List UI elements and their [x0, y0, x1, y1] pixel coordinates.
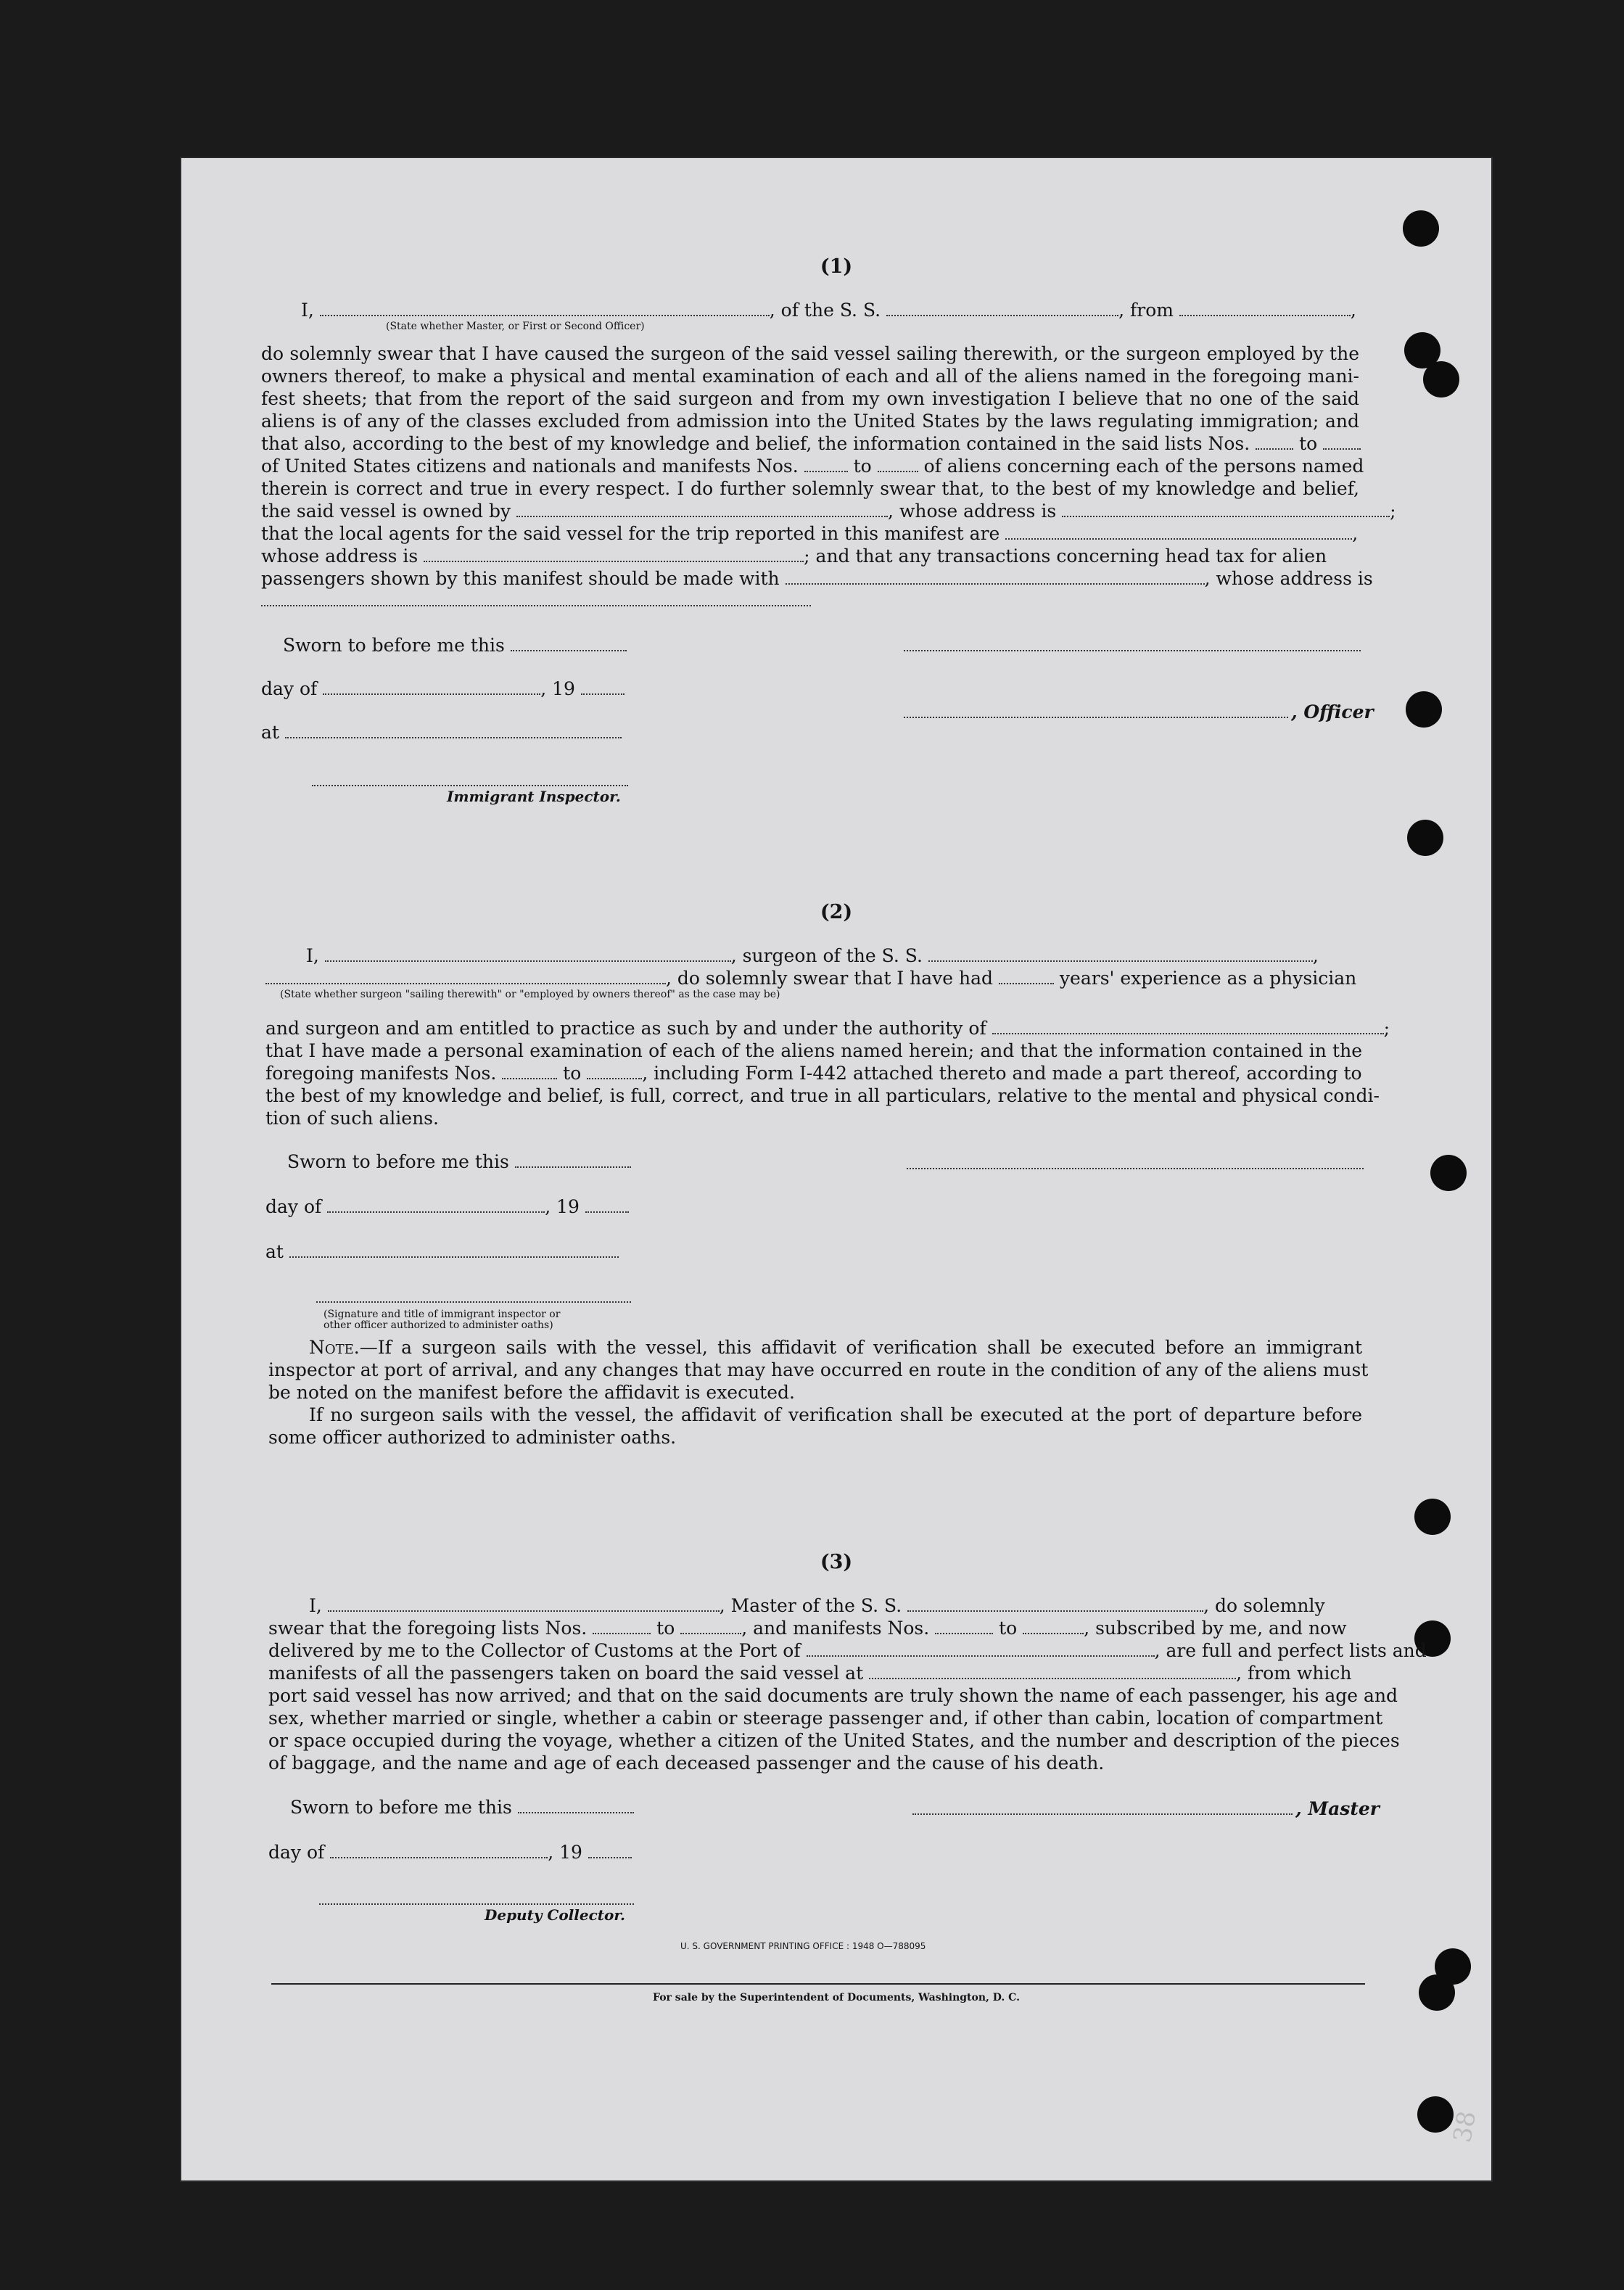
- section-1-day-of: [261, 677, 625, 700]
- text: delivered by me to the Collector of Customs at the Port of: [268, 1640, 801, 1661]
- vessel-name-field[interactable]: [907, 1597, 1203, 1612]
- text: passengers shown by this manifest should be made with: [261, 568, 780, 589]
- text: , from: [1118, 300, 1174, 321]
- sworn-day-field[interactable]: [515, 1153, 631, 1168]
- lists-from-field[interactable]: [593, 1620, 651, 1634]
- section-1-sworn: [283, 634, 627, 656]
- text: Sworn to before me this: [290, 1797, 512, 1818]
- manifests-to-field[interactable]: [587, 1065, 642, 1079]
- text: Sworn to before me this: [283, 635, 505, 656]
- section-3-line-2: [268, 1617, 1347, 1639]
- text: the said vessel is owned by: [261, 501, 511, 522]
- section-3-day-of: [268, 1841, 632, 1863]
- section-3-p-line-1: port said vessel has now arrived; and that on the said documents are truly shown the name of each passenger, his age and: [268, 1685, 1398, 1706]
- section-2-number: (2): [820, 901, 853, 923]
- text: I,: [309, 1595, 322, 1616]
- punch-hole: [1403, 210, 1439, 247]
- section-1-line-5: [261, 432, 1361, 455]
- month-field[interactable]: [327, 1198, 545, 1213]
- text: that also, according to the best of my knowledge and belief, the information contained in the said lists Nos.: [261, 433, 1250, 454]
- section-3-number: (3): [820, 1551, 853, 1573]
- footer-sale-notice: For sale by the Superintendent of Documents, Washington, D. C.: [653, 1992, 1020, 2003]
- text: , from which: [1236, 1663, 1352, 1684]
- section-3-line-4: [268, 1662, 1351, 1684]
- section-1-at: [261, 721, 622, 744]
- text: day of: [261, 678, 318, 699]
- surgeon-field-note: (State whether surgeon "sailing therewith" or "employed by owners thereof" as the case may be): [280, 989, 780, 1000]
- text: , 19: [548, 1842, 582, 1863]
- note2-line-2: some officer authorized to administer oaths.: [268, 1427, 677, 1448]
- section-1-p1-line-4: aliens is of any of the classes excluded from admission into the United States by the laws regulating immigration; and: [261, 411, 1359, 432]
- text: , whose address is: [1204, 568, 1373, 589]
- text: to: [563, 1063, 582, 1084]
- text: to: [656, 1618, 675, 1639]
- text: swear that the foregoing lists Nos.: [268, 1618, 588, 1639]
- signature-note-line-1: (Signature and title of immigrant inspector or: [323, 1309, 561, 1320]
- text: , do solemnly swear that I have had: [666, 968, 994, 989]
- punch-hole: [1423, 361, 1459, 398]
- punch-hole: [1417, 2096, 1454, 2133]
- section-2-line-6: the best of my knowledge and belief, is full, correct, and true in all particulars, relative to the mental and physical condi-: [265, 1085, 1380, 1106]
- section-2-line-1: [306, 944, 1319, 967]
- punch-hole: [1406, 691, 1442, 728]
- manifests-to-field[interactable]: [878, 458, 918, 472]
- text: , 19: [545, 1196, 580, 1217]
- section-1-p1-line-1: do solemnly swear that I have caused the surgeon of the said vessel sailing therewith, or the surgeon employed by the: [261, 343, 1359, 364]
- punch-hole: [1430, 1155, 1467, 1191]
- note-label: Note.: [309, 1337, 360, 1358]
- text: , surgeon of the S. S.: [730, 945, 923, 966]
- section-3-p-line-3: or space occupied during the voyage, whether a citizen of the United States, and the number and description of the pieces: [268, 1730, 1400, 1751]
- footer-rule: [271, 1983, 1365, 1985]
- text: , whose address is: [888, 501, 1057, 522]
- text: , do solemnly: [1203, 1595, 1325, 1616]
- section-1-line-8: [261, 500, 1396, 522]
- text: whose address is: [261, 545, 419, 567]
- text: ; and that any transactions concerning head tax for alien: [804, 545, 1327, 567]
- text: at: [261, 722, 279, 743]
- place-field[interactable]: [289, 1243, 619, 1258]
- note2-line-1: If no surgeon sails with the vessel, the affidavit of verification shall be executed at the port of departure before: [309, 1404, 1362, 1425]
- text: ,: [1350, 300, 1356, 321]
- section-1-p1-line-2: owners thereof, to make a physical and mental examination of each and all of the aliens named in the foregoing mani-: [261, 366, 1359, 387]
- text: , Master of the S. S.: [719, 1595, 902, 1616]
- text: day of: [265, 1196, 322, 1217]
- text: that the local agents for the said vessel for the trip reported in this manifest are: [261, 523, 1000, 544]
- punch-hole: [1414, 1499, 1451, 1535]
- vessel-name-field[interactable]: [928, 947, 1313, 962]
- collector-signature-line[interactable]: [319, 1902, 634, 1905]
- section-3-line-1: [309, 1594, 1325, 1617]
- text: at: [265, 1241, 284, 1262]
- text: , 19: [540, 678, 575, 699]
- text: of aliens concerning each of the persons named: [923, 456, 1364, 477]
- section-1-line-11: [261, 567, 1373, 590]
- lists-to-field[interactable]: [680, 1620, 741, 1634]
- text: —If a surgeon sails with the vessel, this affidavit of verification shall be executed before an immigrant: [359, 1337, 1362, 1358]
- section-2-sworn: [287, 1150, 631, 1173]
- month-field[interactable]: [323, 680, 540, 695]
- text: and surgeon and am entitled to practice as such by and under the authority of: [265, 1018, 986, 1039]
- section-2-line-3: [265, 1017, 1390, 1039]
- text: of United States citizens and nationals and manifests Nos.: [261, 456, 799, 477]
- text: to: [1299, 433, 1318, 454]
- note-line-1: [309, 1336, 1362, 1359]
- port-from-field[interactable]: [1179, 302, 1351, 316]
- text: manifests of all the passengers taken on board the said vessel at: [268, 1663, 864, 1684]
- owner-address-field[interactable]: [1062, 503, 1390, 517]
- year-field[interactable]: [588, 1844, 632, 1858]
- section-3-p-line-4: of baggage, and the name and age of each deceased passenger and the cause of his death.: [268, 1752, 1105, 1774]
- address-continuation-field[interactable]: [261, 604, 811, 606]
- lists-to-field[interactable]: [1323, 435, 1361, 450]
- officer-label: , Officer: [1291, 701, 1374, 722]
- sworn-day-field[interactable]: [518, 1799, 634, 1813]
- owner-field[interactable]: [516, 503, 888, 517]
- officer-signature-line[interactable]: [904, 715, 1288, 718]
- surgeon-status-field[interactable]: [265, 970, 666, 984]
- section-2-line-5: [265, 1062, 1362, 1084]
- text: ;: [1383, 1018, 1390, 1039]
- master-signature-line[interactable]: [912, 1812, 1293, 1815]
- section-1-number: (1): [820, 255, 853, 278]
- section-3-sworn: [290, 1796, 634, 1819]
- customs-port-field[interactable]: [807, 1642, 1155, 1657]
- month-field[interactable]: [330, 1844, 548, 1858]
- manifests-from-field[interactable]: [935, 1620, 993, 1634]
- place-field[interactable]: [285, 724, 622, 738]
- section-1-p1-line-3: fest sheets; that from the report of the said surgeon and from my own investigation I believe that no one of the said: [261, 388, 1359, 409]
- form-page: [181, 158, 1491, 2180]
- master-name-field[interactable]: [320, 302, 770, 316]
- inspector-label: Immigrant Inspector.: [447, 788, 621, 805]
- embarkation-port-field[interactable]: [869, 1665, 1236, 1679]
- note-line-2: inspector at port of arrival, and any changes that may have occurred en route in the condition of any of the aliens must: [268, 1359, 1369, 1380]
- lists-from-field[interactable]: [1256, 435, 1293, 450]
- year-field[interactable]: [581, 680, 625, 695]
- head-tax-party-field[interactable]: [786, 570, 1205, 585]
- text: day of: [268, 1842, 325, 1863]
- text: , of the S. S.: [769, 300, 881, 321]
- surgeon-name-field[interactable]: [325, 947, 731, 962]
- text: years' experience as a physician: [1059, 968, 1357, 989]
- master-signature-line[interactable]: [904, 648, 1361, 651]
- section-2-line-7: tion of such aliens.: [265, 1108, 439, 1129]
- inspector-signature-line[interactable]: [312, 783, 628, 786]
- text: Sworn to before me this: [287, 1151, 509, 1172]
- section-2-at: [265, 1240, 619, 1263]
- note-line-3: be noted on the manifest before the affidavit is executed.: [268, 1382, 795, 1403]
- section-1-line-9: [261, 522, 1358, 545]
- section-2-day-of: [265, 1195, 629, 1218]
- section-1-line-7: therein is correct and true in every respect. I do further solemnly swear that, to the best of my knowledge and belief,: [261, 478, 1359, 499]
- authority-field[interactable]: [992, 1020, 1384, 1034]
- agents-address-field[interactable]: [424, 548, 804, 562]
- text: to: [853, 456, 872, 477]
- text: , are full and perfect lists and: [1154, 1640, 1427, 1661]
- vessel-name-field[interactable]: [886, 302, 1118, 316]
- text: ;: [1390, 501, 1396, 522]
- printer-imprint: U. S. GOVERNMENT PRINTING OFFICE : 1948 O—788095: [680, 1941, 926, 1951]
- text: I,: [306, 945, 319, 966]
- section-2-line-2: [265, 967, 1356, 989]
- page-number: 38: [1448, 2109, 1483, 2145]
- years-experience-field[interactable]: [999, 970, 1054, 984]
- year-field[interactable]: [585, 1198, 629, 1213]
- manifests-from-field[interactable]: [804, 458, 848, 472]
- collector-label: Deputy Collector.: [485, 1906, 626, 1924]
- text: , subscribed by me, and now: [1084, 1618, 1347, 1639]
- text: I,: [301, 300, 314, 321]
- local-agents-field[interactable]: [1005, 525, 1352, 540]
- section-3-line-3: [268, 1639, 1427, 1662]
- section-1-line-10: [261, 545, 1327, 567]
- text: to: [999, 1618, 1018, 1639]
- surgeon-signature-line[interactable]: [907, 1166, 1364, 1169]
- manifests-to-field[interactable]: [1023, 1620, 1084, 1634]
- section-3-p-line-2: sex, whether married or single, whether a cabin or steerage passenger and, if other than cabin, location of compartment: [268, 1708, 1383, 1729]
- section-1-line-1: [301, 299, 1354, 321]
- section-1-line-6: [261, 455, 1364, 477]
- punch-hole: [1407, 820, 1443, 856]
- text: ,: [1312, 945, 1319, 966]
- text: , and manifests Nos.: [741, 1618, 930, 1639]
- text: , including Form I-442 attached thereto and made a part thereof, according to: [642, 1063, 1362, 1084]
- signature-note-line-2: other officer authorized to administer oaths): [323, 1319, 553, 1331]
- manifests-from-field[interactable]: [502, 1065, 557, 1079]
- sworn-day-field[interactable]: [511, 637, 627, 651]
- inspector-signature-line[interactable]: [316, 1300, 631, 1303]
- master-field-note: (State whether Master, or First or Second Officer): [386, 321, 645, 332]
- text: foregoing manifests Nos.: [265, 1063, 497, 1084]
- section-2-line-4: that I have made a personal examination of each of the aliens named herein; and that the information contained in the: [265, 1040, 1362, 1061]
- master-name-field[interactable]: [328, 1597, 720, 1612]
- text: ,: [1352, 523, 1359, 544]
- master-label: , Master: [1295, 1798, 1380, 1819]
